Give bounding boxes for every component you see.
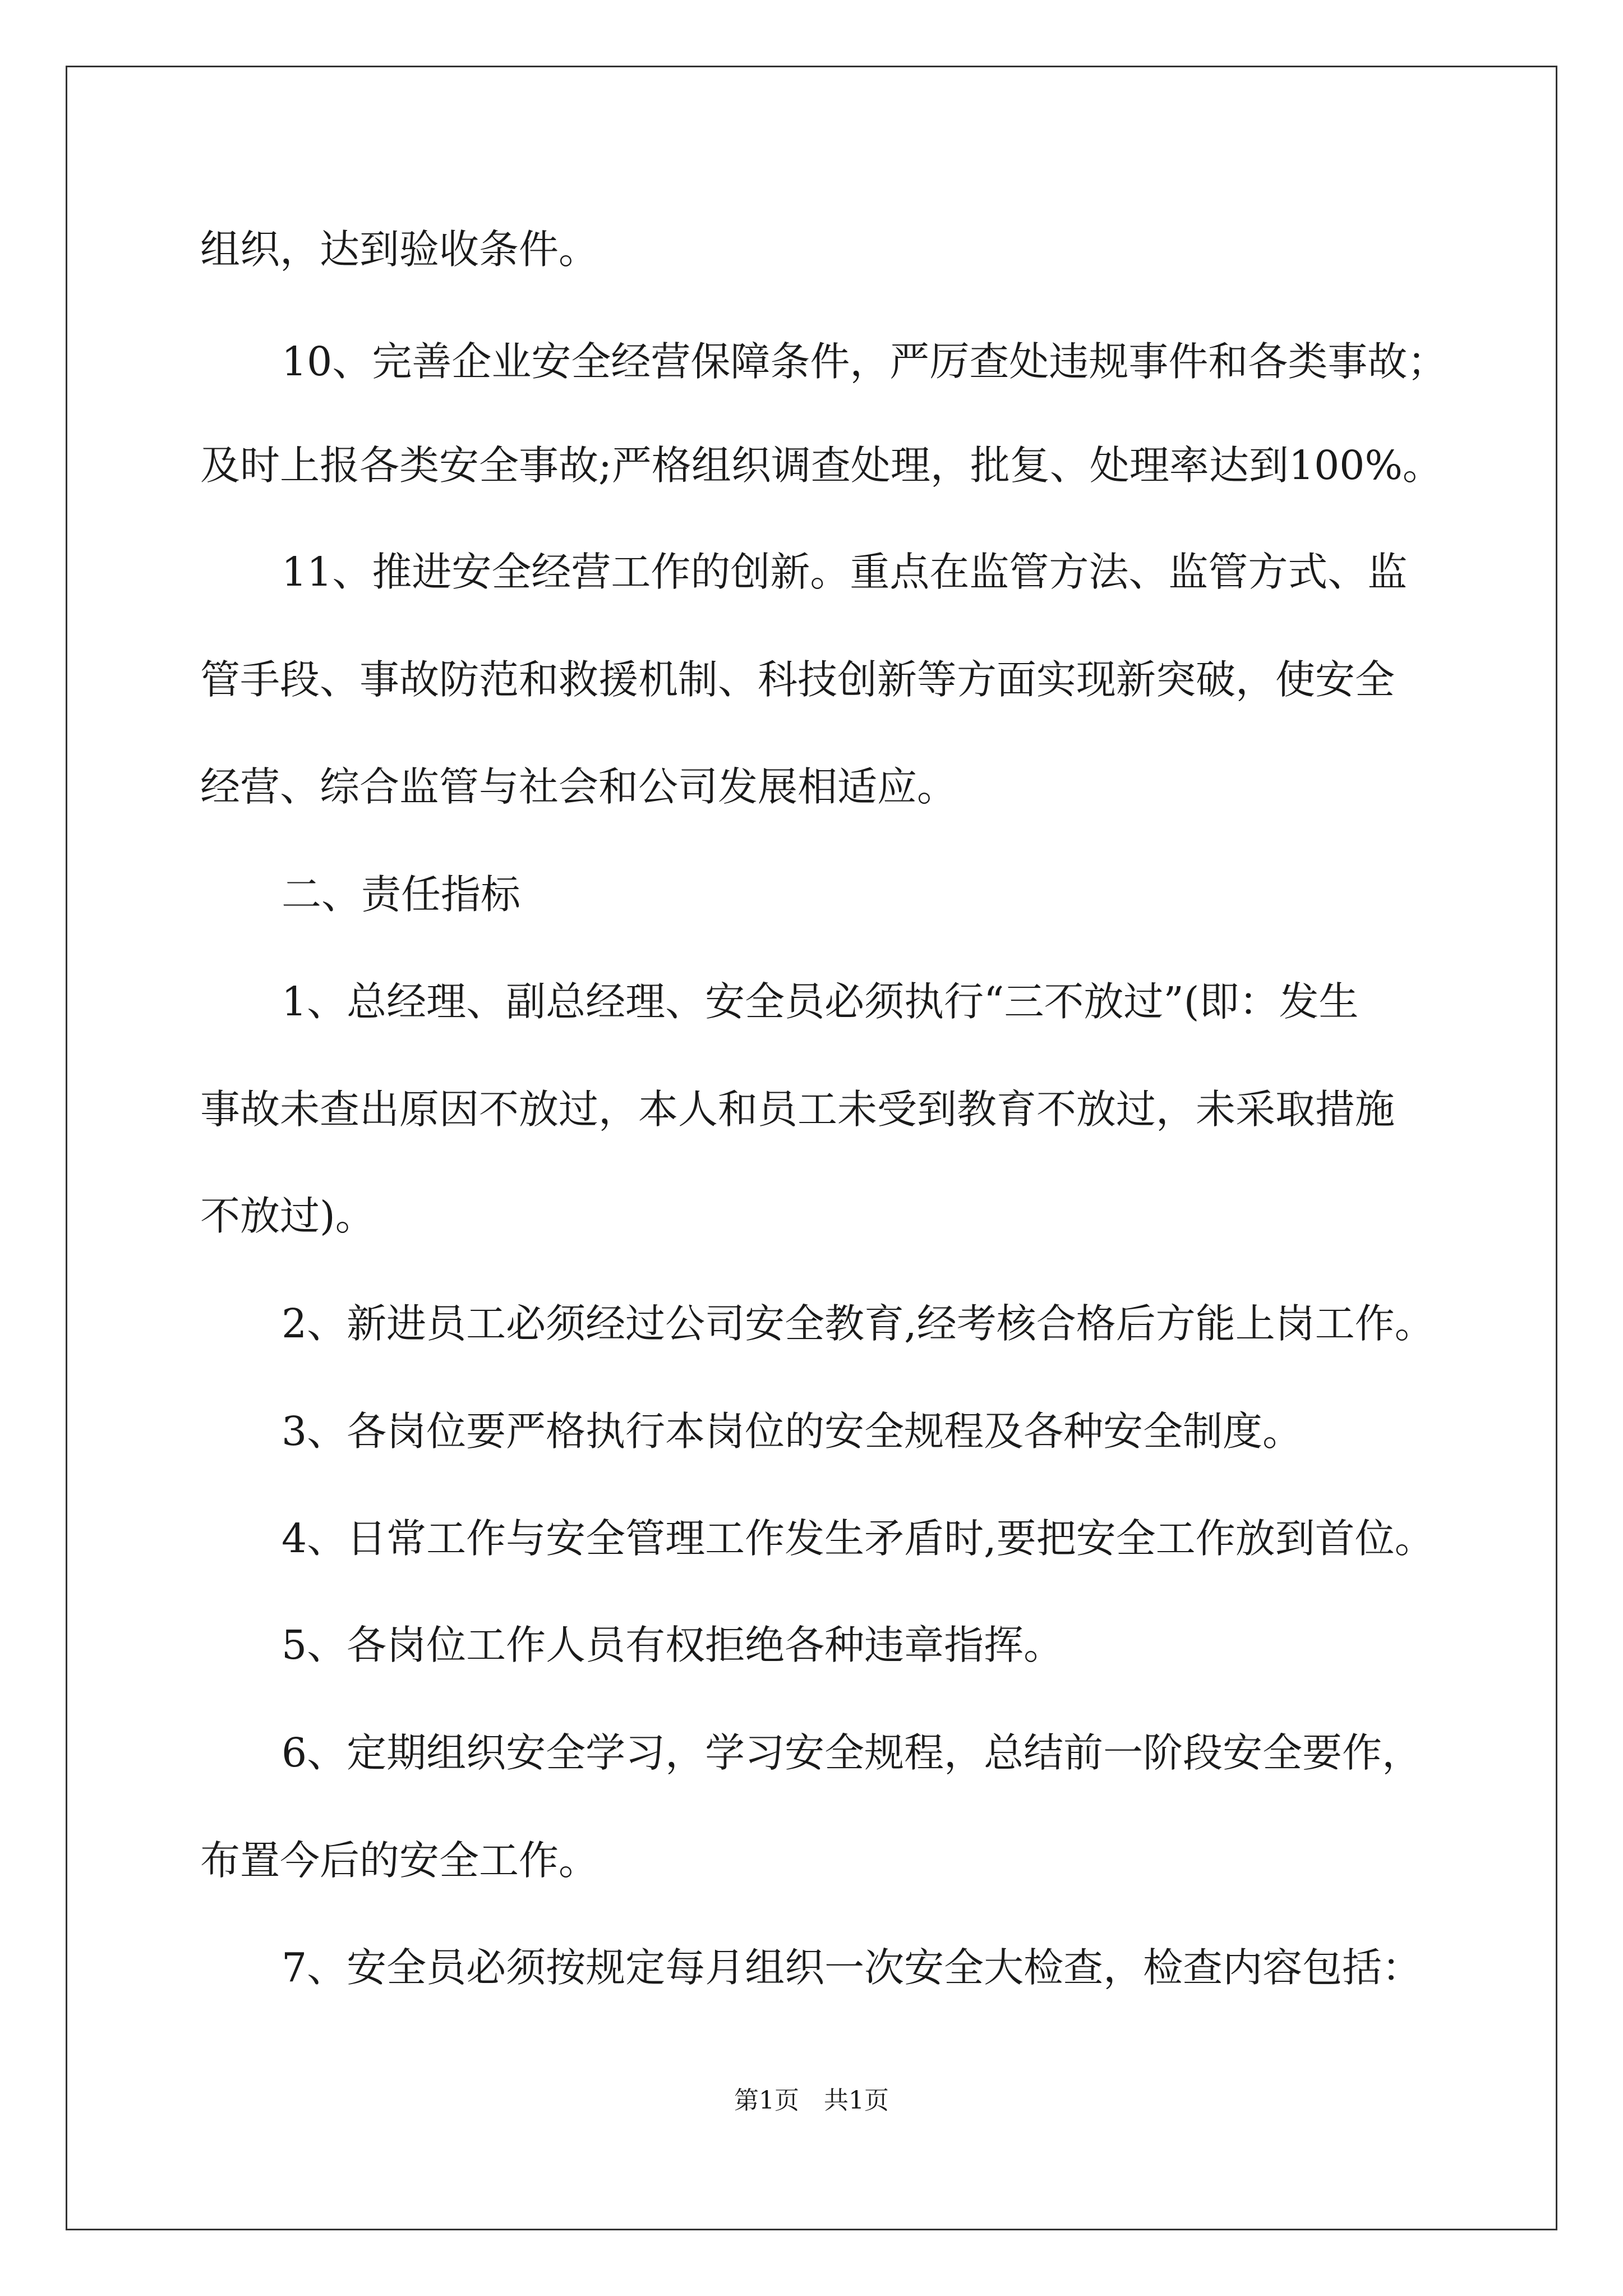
paragraph-line: 组织，达到验收条件。 xyxy=(200,226,599,273)
paragraph-line: 及时上报各类安全事故;严格组织调查处理，批复、处理率达到100%。 xyxy=(200,442,1442,489)
paragraph-line: 5、各岗位工作人员有权拒绝各种违章指挥。 xyxy=(282,1622,1064,1668)
paragraph-line: 不放过)。 xyxy=(200,1193,375,1239)
paragraph-line: 管手段、事故防范和救援机制、科技创新等方面实现新突破，使安全 xyxy=(200,656,1395,703)
paragraph-line: 2、新进员工必须经过公司安全教育,经考核合格后方能上岗工作。 xyxy=(282,1300,1435,1347)
paragraph-line: 4、日常工作与安全管理工作发生矛盾时,要把安全工作放到首位。 xyxy=(282,1515,1435,1562)
paragraph-line: 布置今后的安全工作。 xyxy=(200,1837,599,1884)
paragraph-line: 1、总经理、副总经理、安全员必须执行“三不放过”(即：发生 xyxy=(282,978,1359,1025)
section-heading: 二、责任指标 xyxy=(282,871,521,918)
page-border xyxy=(66,66,1557,2230)
paragraph-line: 6、定期组织安全学习，学习安全规程，总结前一阶段安全要作， xyxy=(282,1729,1422,1776)
paragraph-line: 7、安全员必须按规定每月组织一次安全大检查，检查内容包括： xyxy=(282,1944,1422,1991)
paragraph-line: 11、推进安全经营工作的创新。重点在监管方法、监管方式、监 xyxy=(282,549,1408,595)
paragraph-line: 3、各岗位要严格执行本岗位的安全规程及各种安全制度。 xyxy=(282,1408,1303,1455)
paragraph-line: 事故未查出原因不放过，本人和员工未受到教育不放过，未采取措施 xyxy=(200,1086,1395,1133)
page-footer: 第1页 共1页 xyxy=(734,2086,889,2115)
paragraph-line: 经营、综合监管与社会和公司发展相适应。 xyxy=(200,763,957,810)
paragraph-line: 10、完善企业安全经营保障条件，严厉查处违规事件和各类事故； xyxy=(282,338,1447,385)
